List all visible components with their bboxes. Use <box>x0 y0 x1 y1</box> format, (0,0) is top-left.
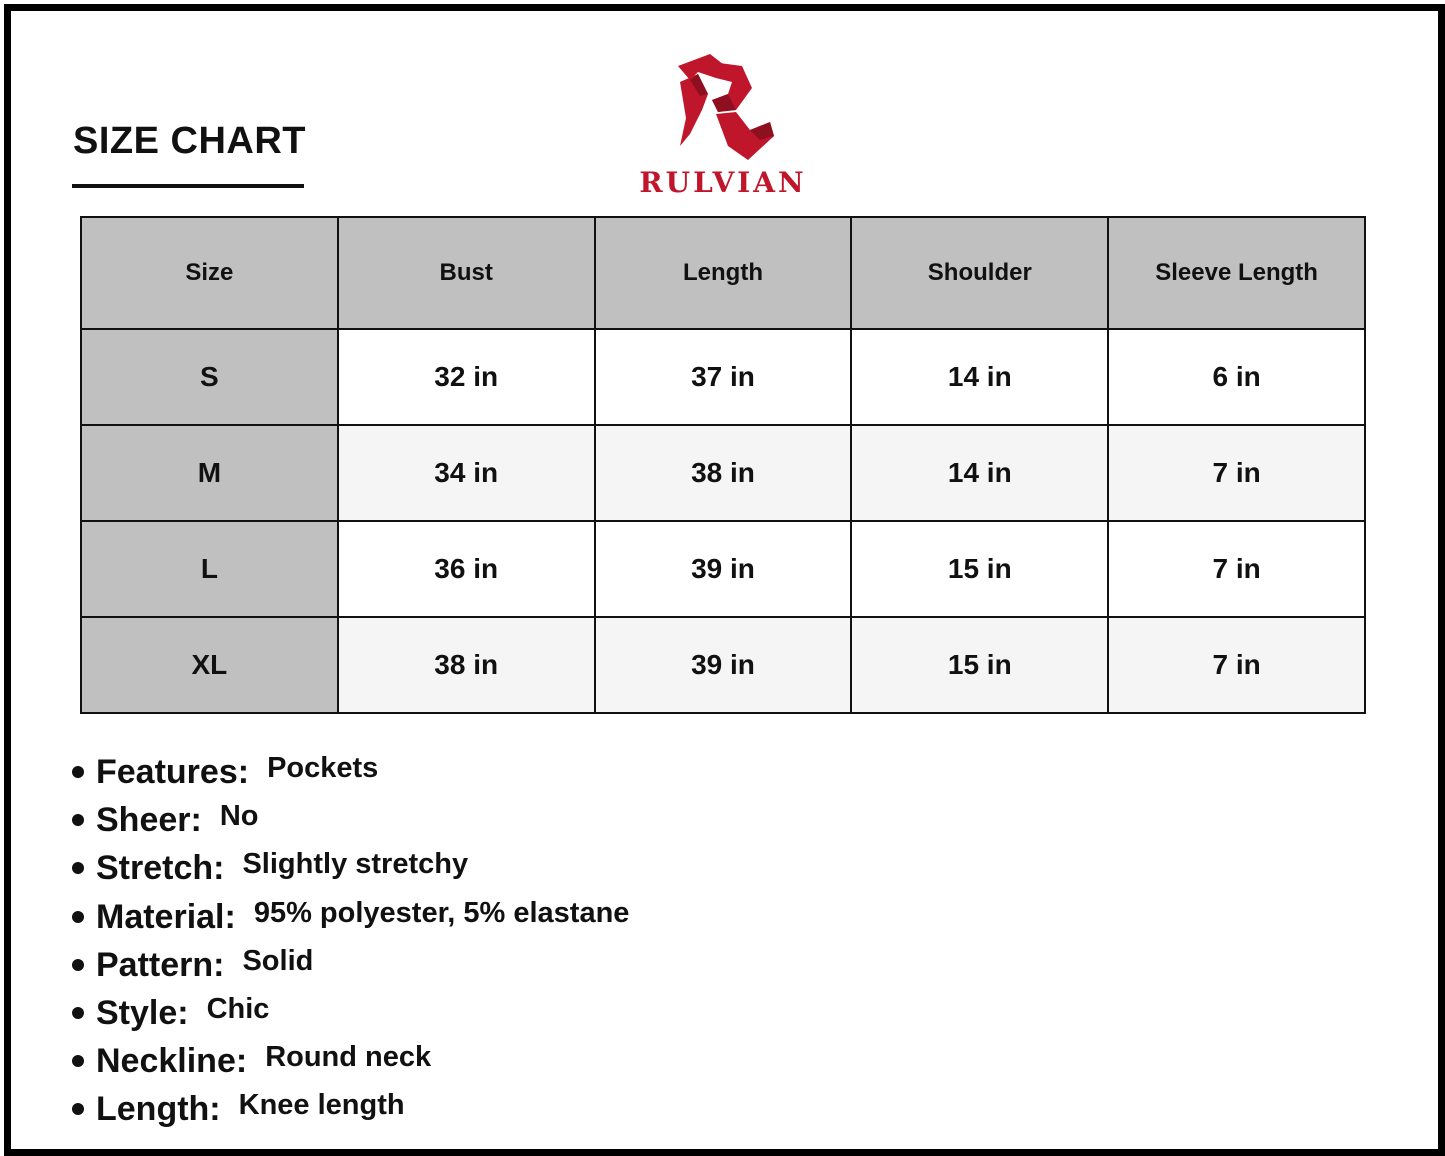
feature-label: Pattern: <box>96 945 225 984</box>
list-item <box>72 897 629 945</box>
table-row <box>81 521 1365 617</box>
size-cell: L <box>81 521 338 617</box>
feature-label: Sheer: <box>96 801 202 840</box>
size-cell: S <box>81 329 338 425</box>
feature-label: Features: <box>96 753 250 791</box>
sleeve-length-cell: 7 in <box>1108 425 1365 521</box>
bullet-icon <box>72 959 84 971</box>
length-cell: 37 in <box>595 329 852 425</box>
feature-label: Style: <box>96 993 189 1032</box>
bullet-icon <box>72 1103 84 1115</box>
brand-name: RULVIAN <box>639 166 807 199</box>
feature-value: Slightly stretchy <box>242 848 469 881</box>
page-title: SIZE CHART <box>73 120 306 162</box>
header-shoulder: Shoulder <box>851 217 1108 329</box>
bust-cell: 38 in <box>338 617 595 713</box>
bullet-icon <box>72 814 84 826</box>
feature-value: Pockets <box>267 752 379 784</box>
list-item <box>72 1089 629 1137</box>
list-item <box>72 945 629 993</box>
logo-r-mark <box>620 48 826 168</box>
title-underline <box>72 184 304 188</box>
feature-value: Round neck <box>265 1041 432 1074</box>
feature-value: Knee length <box>238 1089 405 1122</box>
sleeve-length-cell: 6 in <box>1108 329 1365 425</box>
length-cell: 39 in <box>595 521 852 617</box>
size-table <box>80 216 1366 714</box>
header-size: Size <box>81 217 338 329</box>
bust-cell: 32 in <box>338 329 595 425</box>
table-header-row <box>81 217 1365 329</box>
list-item <box>72 993 629 1041</box>
list-item <box>72 752 629 800</box>
shoulder-cell: 14 in <box>851 425 1108 521</box>
table-row <box>81 617 1365 713</box>
feature-list <box>72 752 629 1138</box>
table-row <box>81 425 1365 521</box>
size-cell: XL <box>81 617 338 713</box>
feature-label: Material: <box>96 897 236 936</box>
sleeve-length-cell: 7 in <box>1108 521 1365 617</box>
shoulder-cell: 15 in <box>851 617 1108 713</box>
feature-label: Stretch: <box>96 849 225 888</box>
list-item <box>72 848 629 896</box>
size-cell: M <box>81 425 338 521</box>
length-cell: 38 in <box>595 425 852 521</box>
list-item <box>72 1041 629 1089</box>
shoulder-cell: 15 in <box>851 521 1108 617</box>
length-cell: 39 in <box>595 617 852 713</box>
feature-label: Neckline: <box>96 1042 248 1081</box>
feature-value: No <box>219 800 259 833</box>
list-item <box>72 800 629 848</box>
bullet-icon <box>72 911 84 923</box>
shoulder-cell: 14 in <box>851 329 1108 425</box>
feature-value: Solid <box>242 944 314 977</box>
bust-cell: 34 in <box>338 425 595 521</box>
header-sleeve-length: Sleeve Length <box>1108 217 1365 329</box>
feature-label: Length: <box>96 1090 221 1129</box>
bullet-icon <box>72 1007 84 1019</box>
header-bust: Bust <box>338 217 595 329</box>
feature-value: 95% polyester, 5% elastane <box>253 896 630 929</box>
bullet-icon <box>72 1055 84 1067</box>
bullet-icon <box>72 766 84 778</box>
sleeve-length-cell: 7 in <box>1108 617 1365 713</box>
bullet-icon <box>72 862 84 874</box>
table-row <box>81 329 1365 425</box>
header-length: Length <box>595 217 852 329</box>
bust-cell: 36 in <box>338 521 595 617</box>
feature-value: Chic <box>206 992 270 1025</box>
